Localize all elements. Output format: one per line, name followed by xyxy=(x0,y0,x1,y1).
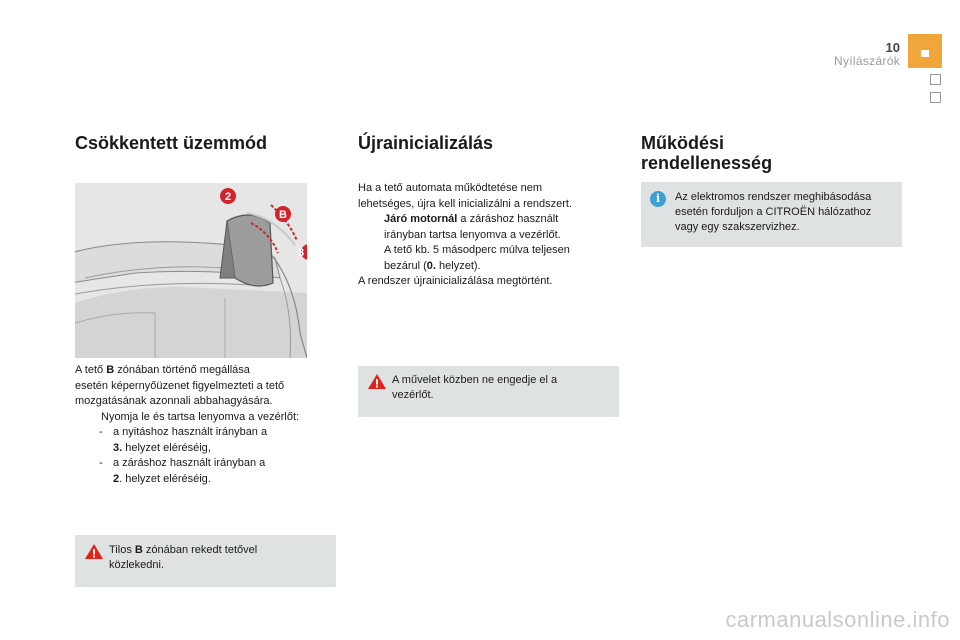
text-line: 2. helyzet eléréséig. xyxy=(113,472,211,485)
callout-3-label: 3 xyxy=(297,247,305,259)
chapter-tab[interactable] xyxy=(930,74,941,85)
heading-reduced-mode: Csökkentett üzemmód xyxy=(75,133,268,153)
dash-item: - a záráshoz használt irányban a xyxy=(99,457,266,469)
bullet-item: A tető kb. 5 másodperc múlva teljesen xyxy=(384,244,570,256)
text-line: irányban tartsa lenyomva a vezérlőt. xyxy=(384,228,561,241)
chapter-tab[interactable] xyxy=(930,92,941,103)
reduced-mode-text xyxy=(75,363,340,487)
heading-reinitialization: Újrainicializálás xyxy=(358,133,494,153)
warning-icon xyxy=(367,373,387,390)
tab-marker xyxy=(921,50,929,57)
heading-malfunction xyxy=(641,133,841,173)
text-line: A rendszer újrainicializálása megtörtént. xyxy=(358,275,553,287)
section-title: Nyílászárók xyxy=(834,54,900,68)
reinit-text xyxy=(358,181,618,290)
warning-note-reinit xyxy=(358,366,619,417)
text-line: 3. helyzet eléréséig, xyxy=(113,441,211,454)
callout-2-label: 2 xyxy=(224,191,232,203)
page-number: 10 xyxy=(885,40,900,55)
bullet-item: Nyomja le és tartsa lenyomva a vezérlőt: xyxy=(101,410,300,423)
bullet-item: Járó motornál a záráshoz használt xyxy=(384,213,559,225)
text-line: A tető B zónában történő megállása xyxy=(75,364,250,376)
callout-b-label: B xyxy=(279,209,287,221)
note-text: Tilos B zónában rekedt tetővel közlekedni. xyxy=(109,544,258,571)
text-line: mozgatásának azonnali abbahagyására. xyxy=(75,395,273,407)
warning-icon xyxy=(84,543,104,560)
info-icon: i xyxy=(650,191,666,207)
heading-line: rendellenesség xyxy=(641,153,773,173)
text-line: bezárul (0. helyzet). xyxy=(384,259,481,272)
roof-illustration xyxy=(75,183,307,358)
dash-item: - a nyitáshoz használt irányban a xyxy=(99,426,268,438)
text-line: esetén képernyőüzenet figyelmezteti a tető xyxy=(75,379,285,392)
text-line: lehetséges, újra kell inicializálni a rendszert. xyxy=(358,197,572,210)
note-text: Az elektromos rendszer meghibásodása esetén forduljon a CITROËN hálózathoz vagy egy szakszervizhez. xyxy=(675,191,872,233)
watermark: carmanualsonline.info xyxy=(725,607,950,632)
chapter-tab-active[interactable] xyxy=(908,34,942,68)
info-note-malfunction xyxy=(641,182,902,247)
warning-note-reduced-mode xyxy=(75,535,336,587)
note-text: A művelet közben ne engedje el a vezérlőt. xyxy=(392,374,558,401)
car-roof-drawing xyxy=(75,183,307,358)
heading-line: Működési xyxy=(641,133,725,153)
text-line: Ha a tető automata működtetése nem xyxy=(358,182,543,194)
